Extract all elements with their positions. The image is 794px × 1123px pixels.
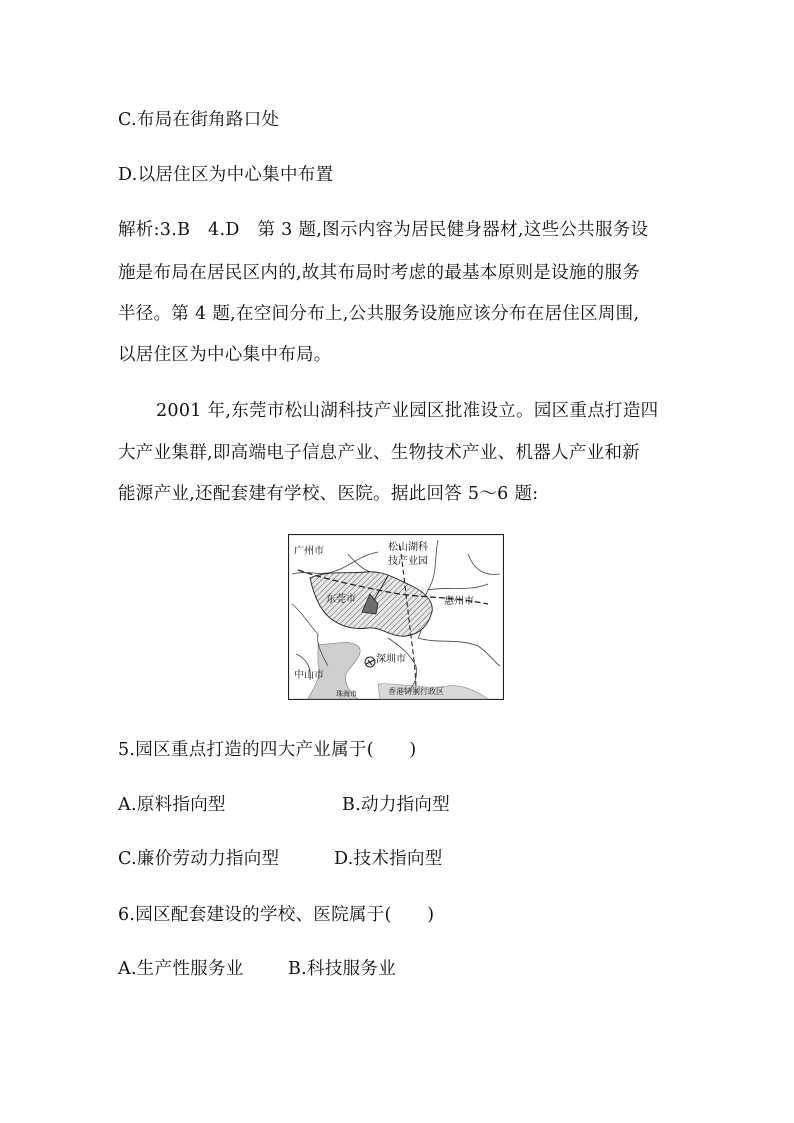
material-line-2: 大产业集群,即高端电子信息产业、生物技术产业、机器人产业和新 xyxy=(118,443,641,463)
material-line-3: 能源产业,还配套建有学校、医院。据此回答 5～6 题: xyxy=(118,484,539,504)
label-zhongshan: 中山市 xyxy=(294,670,324,681)
material-line-1: 2001 年,东莞市松山湖科技产业园区批准设立。园区重点打造四 xyxy=(156,401,659,421)
analysis-line-2: 施是布局在居民区内的,故其布局时考虑的最基本原则是设施的服务 xyxy=(118,263,641,283)
analysis-line-4: 以居住区为中心集中布局。 xyxy=(118,345,332,365)
label-dongguan: 东莞市 xyxy=(326,594,356,605)
q6-option-b: B.科技服务业 xyxy=(288,959,397,979)
label-huizhou: 惠州市 xyxy=(444,596,474,607)
map-figure xyxy=(288,534,504,700)
q5-option-a: A.原料指向型 xyxy=(118,795,226,815)
label-guangzhou: 广州市 xyxy=(294,546,324,557)
label-shenzhen: 深圳市 xyxy=(376,654,406,665)
option-d-prev: D.以居住区为中心集中布置 xyxy=(118,165,334,185)
label-hongkong: 香港特别行政区 xyxy=(388,687,444,696)
analysis-line-3: 半径。第 4 题,在空间分布上,公共服务设施应该分布在居住区周围, xyxy=(118,304,640,324)
q6-stem: 6.园区配套建设的学校、医院属于( ) xyxy=(118,905,435,925)
label-zhuhai: 珠海市 xyxy=(336,690,357,698)
q6-option-a: A.生产性服务业 xyxy=(118,959,244,979)
analysis-line-1: 解析:3.B 4.D 第 3 题,图示内容为居民健身器材,这些公共服务设 xyxy=(118,220,649,240)
label-songshanhu-1: 松山湖科 xyxy=(388,542,428,553)
q5-option-c: C.廉价劳动力指向型 xyxy=(118,849,280,869)
q5-stem: 5.园区重点打造的四大产业属于( ) xyxy=(118,740,417,760)
label-songshanhu-2: 技产业园 xyxy=(388,556,428,567)
q5-option-b: B.动力指向型 xyxy=(342,795,451,815)
option-c-prev: C.布局在街角路口处 xyxy=(118,110,280,130)
q5-option-d: D.技术指向型 xyxy=(334,849,443,869)
